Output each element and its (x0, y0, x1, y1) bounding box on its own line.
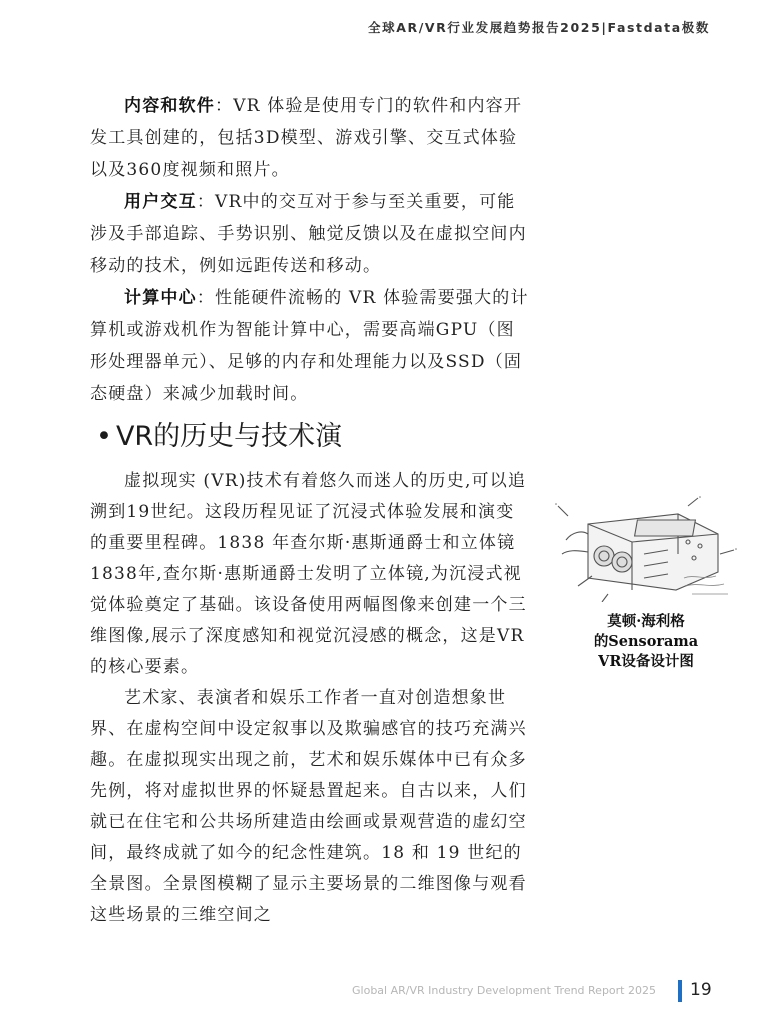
term-separator: ： (215, 96, 234, 116)
bullet-icon: • (96, 421, 112, 452)
intro-paragraph (90, 282, 530, 410)
paragraph-term: 用户交互 (124, 192, 197, 212)
paragraph-term: 计算中心 (124, 288, 197, 308)
patent-sketch-illustration (548, 494, 744, 602)
section-title: VR的历史与技术演 (115, 421, 343, 452)
caption-line: 莫顿·海利格 (607, 613, 685, 630)
term-separator: ： (196, 288, 216, 308)
body-paragraph: 虚拟现实 (VR)技术有着悠久而迷人的历史,可以追溯到19世纪。这段历程见证了沉浸式体验发展和演变的重要里程碑。1838 年查尔斯·惠斯通爵士和立体镜1838年,查尔斯·惠斯通爵士发明了立体镜,为沉浸式视觉体验奠定了基础。该设备使用两幅图像来创建一个三维图像,展示了深度感知和视觉沉浸感的概念，这是VR的核心要素。 (90, 471, 527, 677)
intro-section (90, 90, 530, 410)
intro-paragraph (90, 186, 530, 282)
paragraph-text: 性能硬件流畅的 VR 体验需要强大的计算机或游戏机作为智能计算中心，需要高端GPU（图形处理器单元）、足够的内存和处理能力以及SSD（固态硬盘）来减少加载时间。 (90, 288, 529, 404)
sensorama-patent-drawing (548, 494, 744, 602)
term-separator: ： (196, 192, 216, 212)
history-body (90, 466, 532, 931)
footer-accent-bar (678, 980, 682, 1002)
footer-report-title: Global AR/VR Industry Development Trend Report 2025 (352, 984, 656, 997)
section-heading (96, 414, 342, 453)
running-header: 全球AR/VR行业发展趋势报告2025|Fastdata极数 (368, 20, 710, 35)
caption-line: VR设备设计图 (598, 653, 694, 670)
paragraph-text: VR 体验是使用专门的软件和内容开发工具创建的，包括3D模型、游戏引擎、交互式体验以及360度视频和照片。 (90, 96, 523, 180)
page-number: 19 (690, 980, 712, 1000)
paragraph-term: 内容和软件 (124, 96, 215, 116)
body-paragraph: 艺术家、表演者和娱乐工作者一直对创造想象世界、在虚构空间中设定叙事以及欺骗感官的技巧充满兴趣。在虚拟现实出现之前，艺术和娱乐媒体中已有众多先例，将对虚拟世界的怀疑悬置起来。自古以来，人们就已在住宅和公共场所建造由绘画或景观营造的虚幻空间，最终成就了如今的纪念性建筑。18 和 19 世纪的全景图。全景图模糊了显示主要场景的二维图像与观看这些场景的三维空间之 (90, 688, 527, 925)
caption-line: 的Sensorama (593, 633, 699, 650)
paragraph-text: VR中的交互对于参与至关重要，可能涉及手部追踪、手势识别、触觉反馈以及在虚拟空间内移动的技术，例如远距传送和移动。 (90, 192, 527, 276)
intro-paragraph (90, 90, 530, 186)
figure-caption (546, 612, 746, 672)
